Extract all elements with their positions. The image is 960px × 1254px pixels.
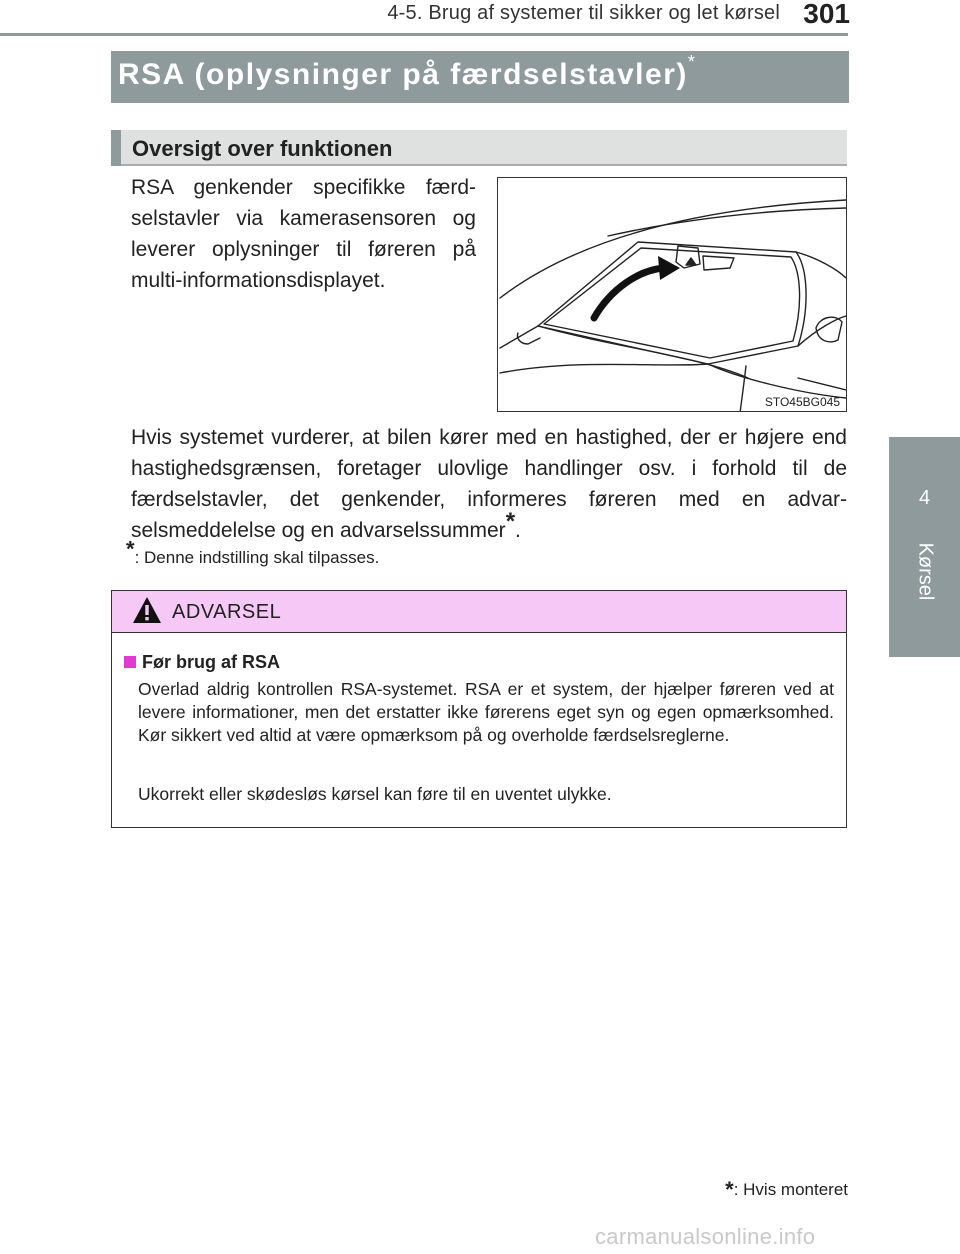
header-rule [0,33,848,36]
warning-label: ADVARSEL [172,601,282,623]
body-end: . [515,519,521,542]
bottom-footnote-star: * [725,1177,734,1202]
footnote-star: * [126,536,135,562]
watermark: carmanualsonline.info [595,1224,816,1249]
body-star: * [505,508,516,535]
body-paragraph [131,422,847,546]
running-header: 4-5. Brug af systemer til sikker og let kørsel [387,2,780,24]
warning-header [112,591,846,633]
warning-triangle-icon [132,596,162,624]
bullet-square-icon [124,656,136,668]
footnote-text: : Denne indstilling skal tilpasses. [134,548,380,567]
warning-heading-text: Før brug af RSA [142,652,280,672]
section-subtitle: Oversigt over funktionen [132,136,393,161]
windshield-drawing [498,178,847,412]
page-number: 301 [803,0,850,29]
illustration-code: STO45BG045 [764,395,840,409]
body-text: Hvis systemet vurderer, at bilen kører med en hastighed, der er højere end hastighedsgrænsen, foretager ulovlige handlinger osv. i forhold til de færdselstavler, det genkender, informeres føreren med en advar-selsmeddelelse og en advarselssummer [131,426,847,542]
chapter-number: 4 [918,487,931,509]
warning-box [111,590,847,828]
warning-paragraph-2: Ukorrekt eller skødesløs kørsel kan føre til en uventet ulykke. [138,784,612,804]
intro-paragraph: RSA genkender specifikke færd-selstavler via kamerasensoren og leverer oplysninger til føreren på multi-informationsdisplayet. [131,176,476,292]
footnote [126,536,380,568]
title-asterisk: * [687,52,697,72]
bottom-footnote-text: : Hvis monteret [733,1180,848,1199]
page-title-text: RSA (oplysninger på færdselstavler) [118,58,688,91]
warning-heading [124,652,280,673]
warning-paragraph-1: Overlad aldrig kontrollen RSA-systemet. RSA er et system, der hjælper føreren ved at levere informationer, men det erstatter ikke førerens eget syn og egen opmærksomhed. Kør sikkert ved altid at være opmærksom på og overholde færdselsreglerne. [138,679,834,745]
windshield-camera-illustration [497,177,847,412]
bottom-footnote [640,1177,848,1202]
page-title [118,52,697,92]
chapter-label: Kørsel [914,542,937,601]
